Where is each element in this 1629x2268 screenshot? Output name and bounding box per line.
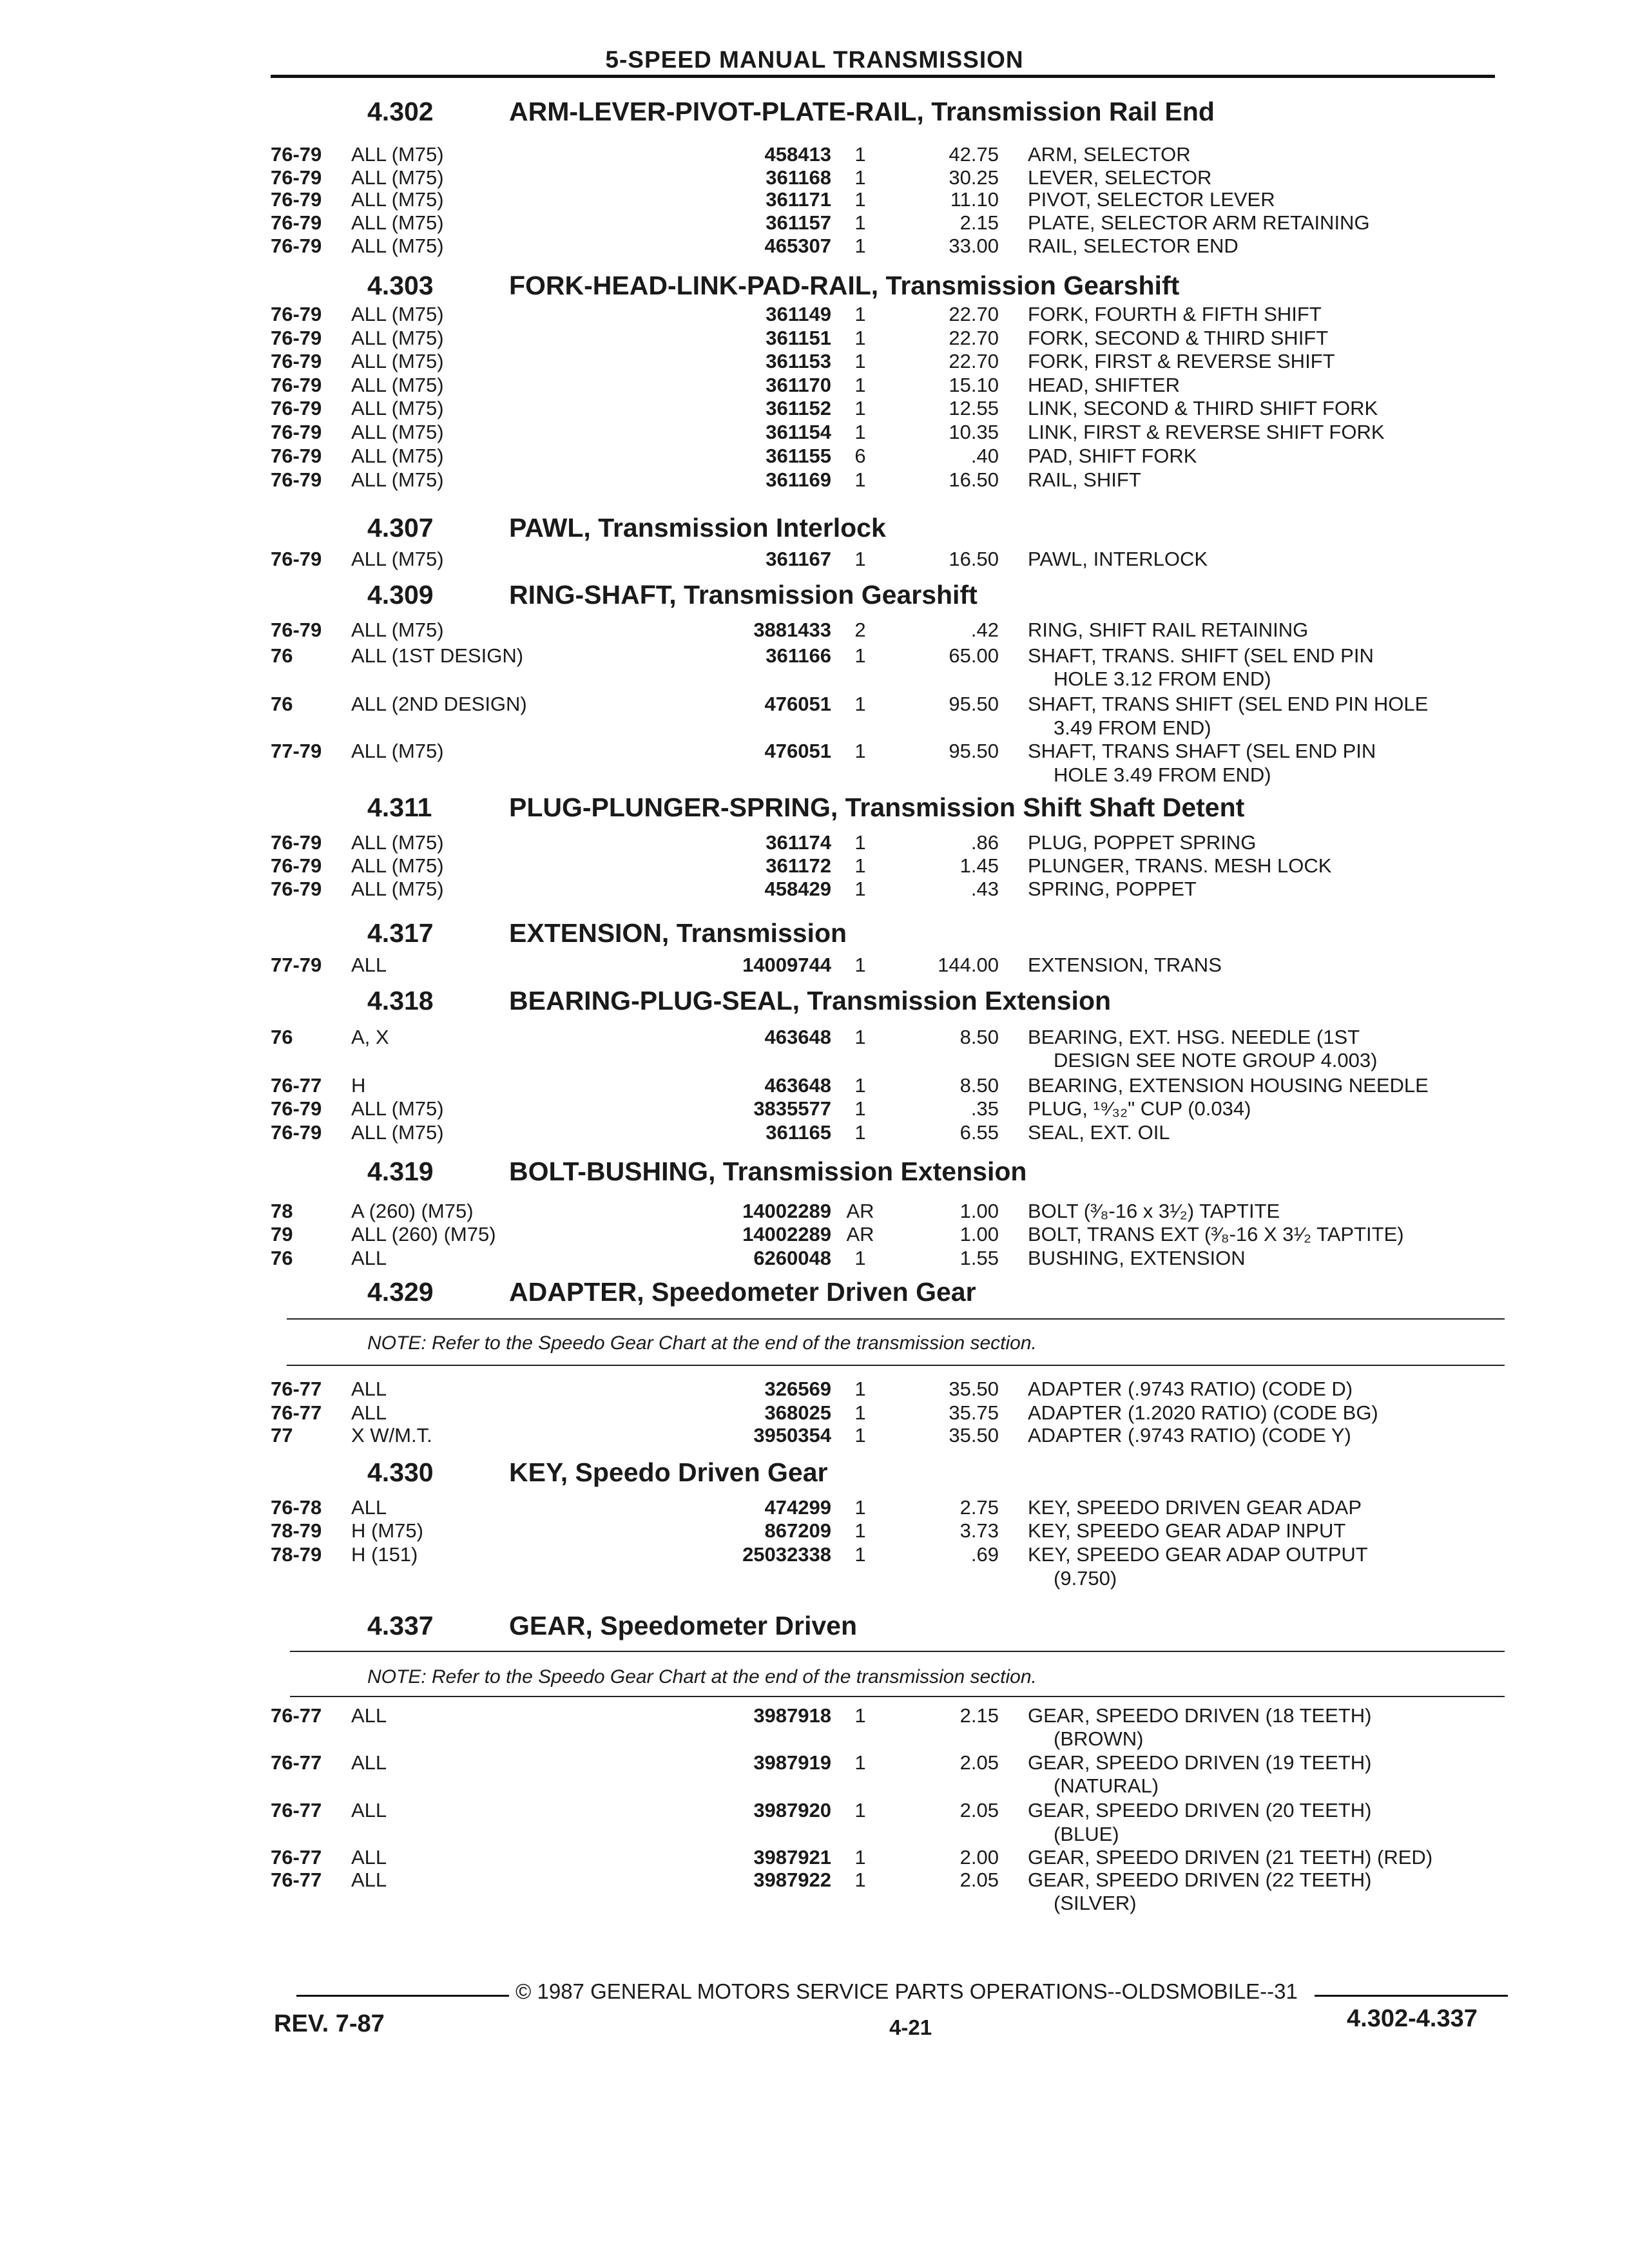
quantity: 1	[854, 644, 866, 667]
price: 15.10	[949, 374, 999, 396]
part-description: GEAR, SPEEDO DRIVEN (18 TEETH)	[1028, 1704, 1372, 1727]
part-number: 6260048	[753, 1247, 831, 1269]
part-description: ADAPTER (.9743 RATIO) (CODE Y)	[1028, 1424, 1351, 1446]
part-description: EXTENSION, TRANS	[1028, 954, 1222, 976]
part-description: GEAR, SPEEDO DRIVEN (21 TEETH) (RED)	[1028, 1846, 1433, 1869]
model-year: 76-77	[271, 1869, 322, 1891]
quantity: 1	[854, 1121, 866, 1144]
application: ALL (M75)	[351, 211, 444, 234]
model-year: 76-79	[271, 854, 322, 877]
application: ALL (M75)	[351, 188, 444, 211]
header-rule	[271, 75, 1495, 78]
part-description-continued: (9.750)	[1054, 1567, 1117, 1590]
section-title: EXTENSION, Transmission	[509, 918, 847, 948]
part-number: 361152	[766, 397, 831, 419]
model-year: 76-79	[271, 831, 322, 854]
part-number: 14002289	[742, 1200, 831, 1222]
part-number: 361168	[766, 166, 831, 189]
quantity: 1	[854, 1846, 866, 1869]
application: ALL	[351, 1869, 387, 1891]
part-description: BOLT (³⁄₈-16 x 3¹⁄₂) TAPTITE	[1028, 1200, 1280, 1222]
footer-revision: REV. 7-87	[274, 2010, 385, 2037]
model-year: 78-79	[271, 1519, 322, 1542]
model-year: 76-77	[271, 1799, 322, 1821]
quantity: 1	[854, 1424, 866, 1446]
note-rule-top	[290, 1651, 1505, 1652]
part-description: BEARING, EXT. HSG. NEEDLE (1ST	[1028, 1026, 1360, 1048]
note-rule-bottom	[287, 1365, 1505, 1366]
price: 30.25	[949, 166, 999, 189]
quantity: 1	[854, 831, 866, 854]
model-year: 76-79	[271, 166, 322, 189]
part-description: BEARING, EXTENSION HOUSING NEEDLE	[1028, 1074, 1429, 1097]
model-year: 76-77	[271, 1074, 322, 1097]
part-number: 361165	[766, 1121, 831, 1144]
price: 35.50	[949, 1378, 999, 1400]
price: 22.70	[949, 350, 999, 372]
model-year: 76-79	[271, 548, 322, 570]
section-title: RING-SHAFT, Transmission Gearshift	[509, 580, 978, 610]
quantity: 1	[854, 1247, 866, 1269]
price: 42.75	[949, 143, 999, 166]
quantity: 1	[854, 1401, 866, 1424]
part-description: KEY, SPEEDO DRIVEN GEAR ADAP	[1028, 1496, 1362, 1519]
part-description: PAWL, INTERLOCK	[1028, 548, 1208, 570]
part-number: 361154	[766, 421, 831, 443]
application: ALL (M75)	[351, 350, 444, 372]
part-number: 361151	[766, 327, 831, 349]
model-year: 77-79	[271, 954, 322, 976]
part-number: 3987919	[753, 1751, 831, 1774]
price: .42	[970, 619, 999, 641]
quantity: 1	[854, 548, 866, 570]
quantity: 2	[854, 619, 866, 641]
section-title: ADAPTER, Speedometer Driven Gear	[509, 1277, 976, 1307]
part-description: ARM, SELECTOR	[1028, 143, 1191, 166]
quantity: 1	[854, 1704, 866, 1727]
section-number: 4.307	[367, 513, 434, 543]
part-number: 465307	[764, 235, 831, 257]
quantity: AR	[846, 1200, 874, 1222]
section-number: 4.311	[367, 793, 432, 822]
part-number: 458413	[764, 143, 831, 166]
application: ALL (M75)	[351, 445, 444, 467]
quantity: 1	[854, 1543, 866, 1566]
model-year: 76-79	[271, 327, 322, 349]
part-description-continued: (BROWN)	[1054, 1727, 1144, 1750]
quantity: 1	[854, 166, 866, 189]
part-description: FORK, FOURTH & FIFTH SHIFT	[1028, 303, 1322, 325]
quantity: 1	[854, 1074, 866, 1097]
application: H (M75)	[351, 1519, 423, 1542]
quantity: 1	[854, 1097, 866, 1120]
part-number: 867209	[764, 1519, 831, 1542]
part-description: SHAFT, TRANS. SHIFT (SEL END PIN	[1028, 644, 1374, 667]
model-year: 76-79	[271, 350, 322, 372]
quantity: 1	[854, 143, 866, 166]
model-year: 76-79	[271, 421, 322, 443]
quantity: 1	[854, 397, 866, 419]
part-description: BUSHING, EXTENSION	[1028, 1247, 1246, 1269]
price: 2.00	[959, 1846, 999, 1869]
part-number: 458429	[764, 878, 831, 900]
section-title: BOLT-BUSHING, Transmission Extension	[509, 1157, 1027, 1186]
model-year: 76	[271, 693, 293, 715]
application: ALL (M75)	[351, 619, 444, 641]
footer-copyright: © 1987 GENERAL MOTORS SERVICE PARTS OPERATIONS--OLDSMOBILE--31	[516, 1979, 1298, 2003]
quantity: 1	[854, 954, 866, 976]
application: ALL	[351, 1378, 387, 1400]
part-number: 361155	[766, 445, 831, 467]
part-number: 368025	[764, 1401, 831, 1424]
price: 6.55	[959, 1121, 999, 1144]
price: 95.50	[949, 740, 999, 762]
part-description: KEY, SPEEDO GEAR ADAP INPUT	[1028, 1519, 1346, 1542]
price: 2.75	[959, 1496, 999, 1519]
footer-rule-right	[1315, 1995, 1508, 1997]
price: 2.05	[959, 1799, 999, 1821]
price: 2.15	[959, 1704, 999, 1727]
section-number: 4.337	[367, 1611, 434, 1640]
part-number: 3987918	[753, 1704, 831, 1727]
part-description-continued: HOLE 3.49 FROM END)	[1054, 764, 1271, 786]
model-year: 76-77	[271, 1704, 322, 1727]
part-description: GEAR, SPEEDO DRIVEN (19 TEETH)	[1028, 1751, 1372, 1774]
model-year: 76-77	[271, 1846, 322, 1869]
price: 35.75	[949, 1401, 999, 1424]
section-note: NOTE: Refer to the Speedo Gear Chart at the end of the transmission section.	[367, 1666, 1037, 1687]
part-description: SPRING, POPPET	[1028, 878, 1197, 900]
model-year: 76-79	[271, 397, 322, 419]
part-number: 463648	[764, 1074, 831, 1097]
application: A (260) (M75)	[351, 1200, 474, 1222]
part-description: PIVOT, SELECTOR LEVER	[1028, 188, 1275, 211]
quantity: 1	[854, 1869, 866, 1891]
part-number: 361170	[766, 374, 831, 396]
price: 22.70	[949, 303, 999, 325]
application: ALL (M75)	[351, 831, 444, 854]
application: ALL (260) (M75)	[351, 1223, 496, 1245]
price: 65.00	[949, 644, 999, 667]
model-year: 78-79	[271, 1543, 322, 1566]
part-number: 361157	[766, 211, 831, 234]
section-number: 4.302	[367, 97, 434, 126]
application: ALL	[351, 1247, 387, 1269]
price: 1.00	[959, 1200, 999, 1222]
quantity: 1	[854, 303, 866, 325]
price: 1.45	[959, 854, 999, 877]
application: ALL (M75)	[351, 303, 444, 325]
application: H	[351, 1074, 366, 1097]
price: 35.50	[949, 1424, 999, 1446]
price: 12.55	[949, 397, 999, 419]
model-year: 76-77	[271, 1401, 322, 1424]
model-year: 76-79	[271, 303, 322, 325]
part-description: LEVER, SELECTOR	[1028, 166, 1212, 189]
price: 16.50	[949, 468, 999, 491]
part-description: HEAD, SHIFTER	[1028, 374, 1180, 396]
section-title: PAWL, Transmission Interlock	[509, 513, 886, 543]
part-number: 361169	[766, 468, 831, 491]
price: 3.73	[959, 1519, 999, 1542]
quantity: 1	[854, 235, 866, 257]
note-rule-top	[287, 1318, 1505, 1320]
application: ALL (1ST DESIGN)	[351, 644, 524, 667]
quantity: 1	[854, 421, 866, 443]
part-description-continued: HOLE 3.12 FROM END)	[1054, 668, 1271, 690]
quantity: 1	[854, 468, 866, 491]
application: ALL	[351, 1496, 387, 1519]
application: ALL (2ND DESIGN)	[351, 693, 527, 715]
part-description: GEAR, SPEEDO DRIVEN (20 TEETH)	[1028, 1799, 1372, 1821]
model-year: 76-79	[271, 211, 322, 234]
part-description: KEY, SPEEDO GEAR ADAP OUTPUT	[1028, 1543, 1368, 1566]
part-description-continued: DESIGN SEE NOTE GROUP 4.003)	[1054, 1049, 1378, 1072]
section-note: NOTE: Refer to the Speedo Gear Chart at the end of the transmission section.	[367, 1332, 1037, 1354]
part-description: BOLT, TRANS EXT (³⁄₈-16 X 3¹⁄₂ TAPTITE)	[1028, 1223, 1404, 1245]
application: ALL (M75)	[351, 854, 444, 877]
part-description-continued: (SILVER)	[1054, 1892, 1137, 1914]
section-title: PLUG-PLUNGER-SPRING, Transmission Shift Shaft Detent	[509, 793, 1245, 822]
price: 33.00	[949, 235, 999, 257]
part-number: 3881433	[753, 619, 831, 641]
application: ALL (M75)	[351, 166, 444, 189]
part-number: 361167	[766, 548, 831, 570]
price: 16.50	[949, 548, 999, 570]
model-year: 76	[271, 1247, 293, 1269]
section-number: 4.317	[367, 918, 434, 948]
part-number: 3835577	[753, 1097, 831, 1120]
model-year: 76-77	[271, 1751, 322, 1774]
part-description: ADAPTER (1.2020 RATIO) (CODE BG)	[1028, 1401, 1378, 1424]
price: 144.00	[938, 954, 999, 976]
price: 2.05	[959, 1869, 999, 1891]
section-title: KEY, Speedo Driven Gear	[509, 1457, 828, 1487]
part-number: 476051	[764, 693, 831, 715]
part-number: 326569	[764, 1378, 831, 1400]
quantity: 1	[854, 1378, 866, 1400]
application: ALL (M75)	[351, 397, 444, 419]
model-year: 77-79	[271, 740, 322, 762]
application: ALL	[351, 1704, 387, 1727]
price: 8.50	[959, 1074, 999, 1097]
part-number: 3987922	[753, 1869, 831, 1891]
quantity: 1	[854, 1519, 866, 1542]
application: A, X	[351, 1026, 389, 1048]
model-year: 78	[271, 1200, 293, 1222]
part-description: FORK, SECOND & THIRD SHIFT	[1028, 327, 1329, 349]
part-description: FORK, FIRST & REVERSE SHIFT	[1028, 350, 1335, 372]
part-number: 14009744	[742, 954, 831, 976]
price: .43	[970, 878, 999, 900]
quantity: 1	[854, 350, 866, 372]
footer-section-range: 4.302-4.337	[1347, 2005, 1478, 2032]
application: H (151)	[351, 1543, 418, 1566]
quantity: AR	[846, 1223, 874, 1245]
part-number: 14002289	[742, 1223, 831, 1245]
price: 1.00	[959, 1223, 999, 1245]
quantity: 1	[854, 374, 866, 396]
price: .86	[970, 831, 999, 854]
part-description: PLUNGER, TRANS. MESH LOCK	[1028, 854, 1332, 877]
application: ALL (M75)	[351, 740, 444, 762]
section-number: 4.309	[367, 580, 434, 610]
price: 2.05	[959, 1751, 999, 1774]
part-description: ADAPTER (.9743 RATIO) (CODE D)	[1028, 1378, 1353, 1400]
price: 8.50	[959, 1026, 999, 1048]
model-year: 76-79	[271, 1097, 322, 1120]
part-number: 3987920	[753, 1799, 831, 1821]
note-rule-bottom	[290, 1696, 1505, 1697]
application: ALL	[351, 1846, 387, 1869]
model-year: 77	[271, 1424, 293, 1446]
application: ALL (M75)	[351, 468, 444, 491]
part-description: RAIL, SHIFT	[1028, 468, 1141, 491]
price: 2.15	[959, 211, 999, 234]
quantity: 1	[854, 740, 866, 762]
page-title: 5-SPEED MANUAL TRANSMISSION	[605, 46, 1024, 73]
quantity: 1	[854, 327, 866, 349]
part-description: SHAFT, TRANS SHIFT (SEL END PIN HOLE	[1028, 693, 1429, 715]
application: ALL (M75)	[351, 1121, 444, 1144]
model-year: 76-79	[271, 1121, 322, 1144]
price: .40	[970, 445, 999, 467]
part-number: 3987921	[753, 1846, 831, 1869]
part-number: 361166	[766, 644, 831, 667]
part-description: SEAL, EXT. OIL	[1028, 1121, 1170, 1144]
model-year: 76	[271, 644, 293, 667]
application: ALL	[351, 1751, 387, 1774]
part-number: 476051	[764, 740, 831, 762]
part-description: RING, SHIFT RAIL RETAINING	[1028, 619, 1309, 641]
section-number: 4.319	[367, 1157, 434, 1186]
application: ALL (M75)	[351, 143, 444, 166]
price: 11.10	[950, 188, 999, 211]
quantity: 1	[854, 211, 866, 234]
part-number: 361174	[766, 831, 831, 854]
quantity: 1	[854, 1026, 866, 1048]
section-number: 4.329	[367, 1277, 434, 1307]
application: X W/M.T.	[351, 1424, 432, 1446]
quantity: 1	[854, 693, 866, 715]
part-description: SHAFT, TRANS SHAFT (SEL END PIN	[1028, 740, 1376, 762]
part-number: 3950354	[753, 1424, 831, 1446]
application: ALL	[351, 954, 387, 976]
footer-page-number: 4-21	[889, 2015, 932, 2039]
application: ALL (M75)	[351, 421, 444, 443]
section-title: FORK-HEAD-LINK-PAD-RAIL, Transmission Gearshift	[509, 271, 1180, 300]
part-description: LINK, SECOND & THIRD SHIFT FORK	[1028, 397, 1378, 419]
price: 1.55	[959, 1247, 999, 1269]
model-year: 76-79	[271, 143, 322, 166]
footer-rule-left	[296, 1995, 509, 1997]
section-number: 4.318	[367, 986, 434, 1015]
quantity: 1	[854, 1496, 866, 1519]
model-year: 79	[271, 1223, 293, 1245]
application: ALL	[351, 1401, 387, 1424]
model-year: 76-78	[271, 1496, 322, 1519]
part-description: PAD, SHIFT FORK	[1028, 445, 1197, 467]
part-description: PLUG, POPPET SPRING	[1028, 831, 1257, 854]
application: ALL (M75)	[351, 878, 444, 900]
part-description: PLUG, ¹⁹⁄₃₂" CUP (0.034)	[1028, 1097, 1251, 1120]
part-number: 463648	[764, 1026, 831, 1048]
part-description-continued: (BLUE)	[1054, 1823, 1119, 1845]
application: ALL	[351, 1799, 387, 1821]
quantity: 6	[854, 445, 866, 467]
model-year: 76-79	[271, 619, 322, 641]
part-description: LINK, FIRST & REVERSE SHIFT FORK	[1028, 421, 1385, 443]
quantity: 1	[854, 1751, 866, 1774]
model-year: 76-79	[271, 445, 322, 467]
application: ALL (M75)	[351, 327, 444, 349]
section-title: BEARING-PLUG-SEAL, Transmission Extension	[509, 986, 1112, 1015]
quantity: 1	[854, 188, 866, 211]
quantity: 1	[854, 854, 866, 877]
application: ALL (M75)	[351, 1097, 444, 1120]
application: ALL (M75)	[351, 548, 444, 570]
model-year: 76-79	[271, 878, 322, 900]
model-year: 76-79	[271, 188, 322, 211]
part-number: 25032338	[742, 1543, 831, 1566]
section-number: 4.303	[367, 271, 434, 300]
model-year: 76	[271, 1026, 293, 1048]
part-number: 361149	[766, 303, 831, 325]
price: 10.35	[949, 421, 999, 443]
part-description: PLATE, SELECTOR ARM RETAINING	[1028, 211, 1370, 234]
price: 95.50	[949, 693, 999, 715]
application: ALL (M75)	[351, 235, 444, 257]
quantity: 1	[854, 878, 866, 900]
section-title: ARM-LEVER-PIVOT-PLATE-RAIL, Transmission Rail End	[509, 97, 1215, 126]
part-description: RAIL, SELECTOR END	[1028, 235, 1239, 257]
model-year: 76-79	[271, 374, 322, 396]
price: .35	[970, 1097, 999, 1120]
model-year: 76-79	[271, 468, 322, 491]
section-number: 4.330	[367, 1457, 434, 1487]
section-title: GEAR, Speedometer Driven	[509, 1611, 857, 1640]
part-number: 361172	[766, 854, 831, 877]
price: .69	[970, 1543, 999, 1566]
part-number: 361153	[766, 350, 831, 372]
model-year: 76-77	[271, 1378, 322, 1400]
part-description-continued: 3.49 FROM END)	[1054, 716, 1211, 739]
part-description: GEAR, SPEEDO DRIVEN (22 TEETH)	[1028, 1869, 1372, 1891]
part-number: 361171	[766, 188, 831, 211]
part-description-continued: (NATURAL)	[1054, 1774, 1159, 1797]
part-number: 474299	[764, 1496, 831, 1519]
application: ALL (M75)	[351, 374, 444, 396]
price: 22.70	[949, 327, 999, 349]
quantity: 1	[854, 1799, 866, 1821]
model-year: 76-79	[271, 235, 322, 257]
